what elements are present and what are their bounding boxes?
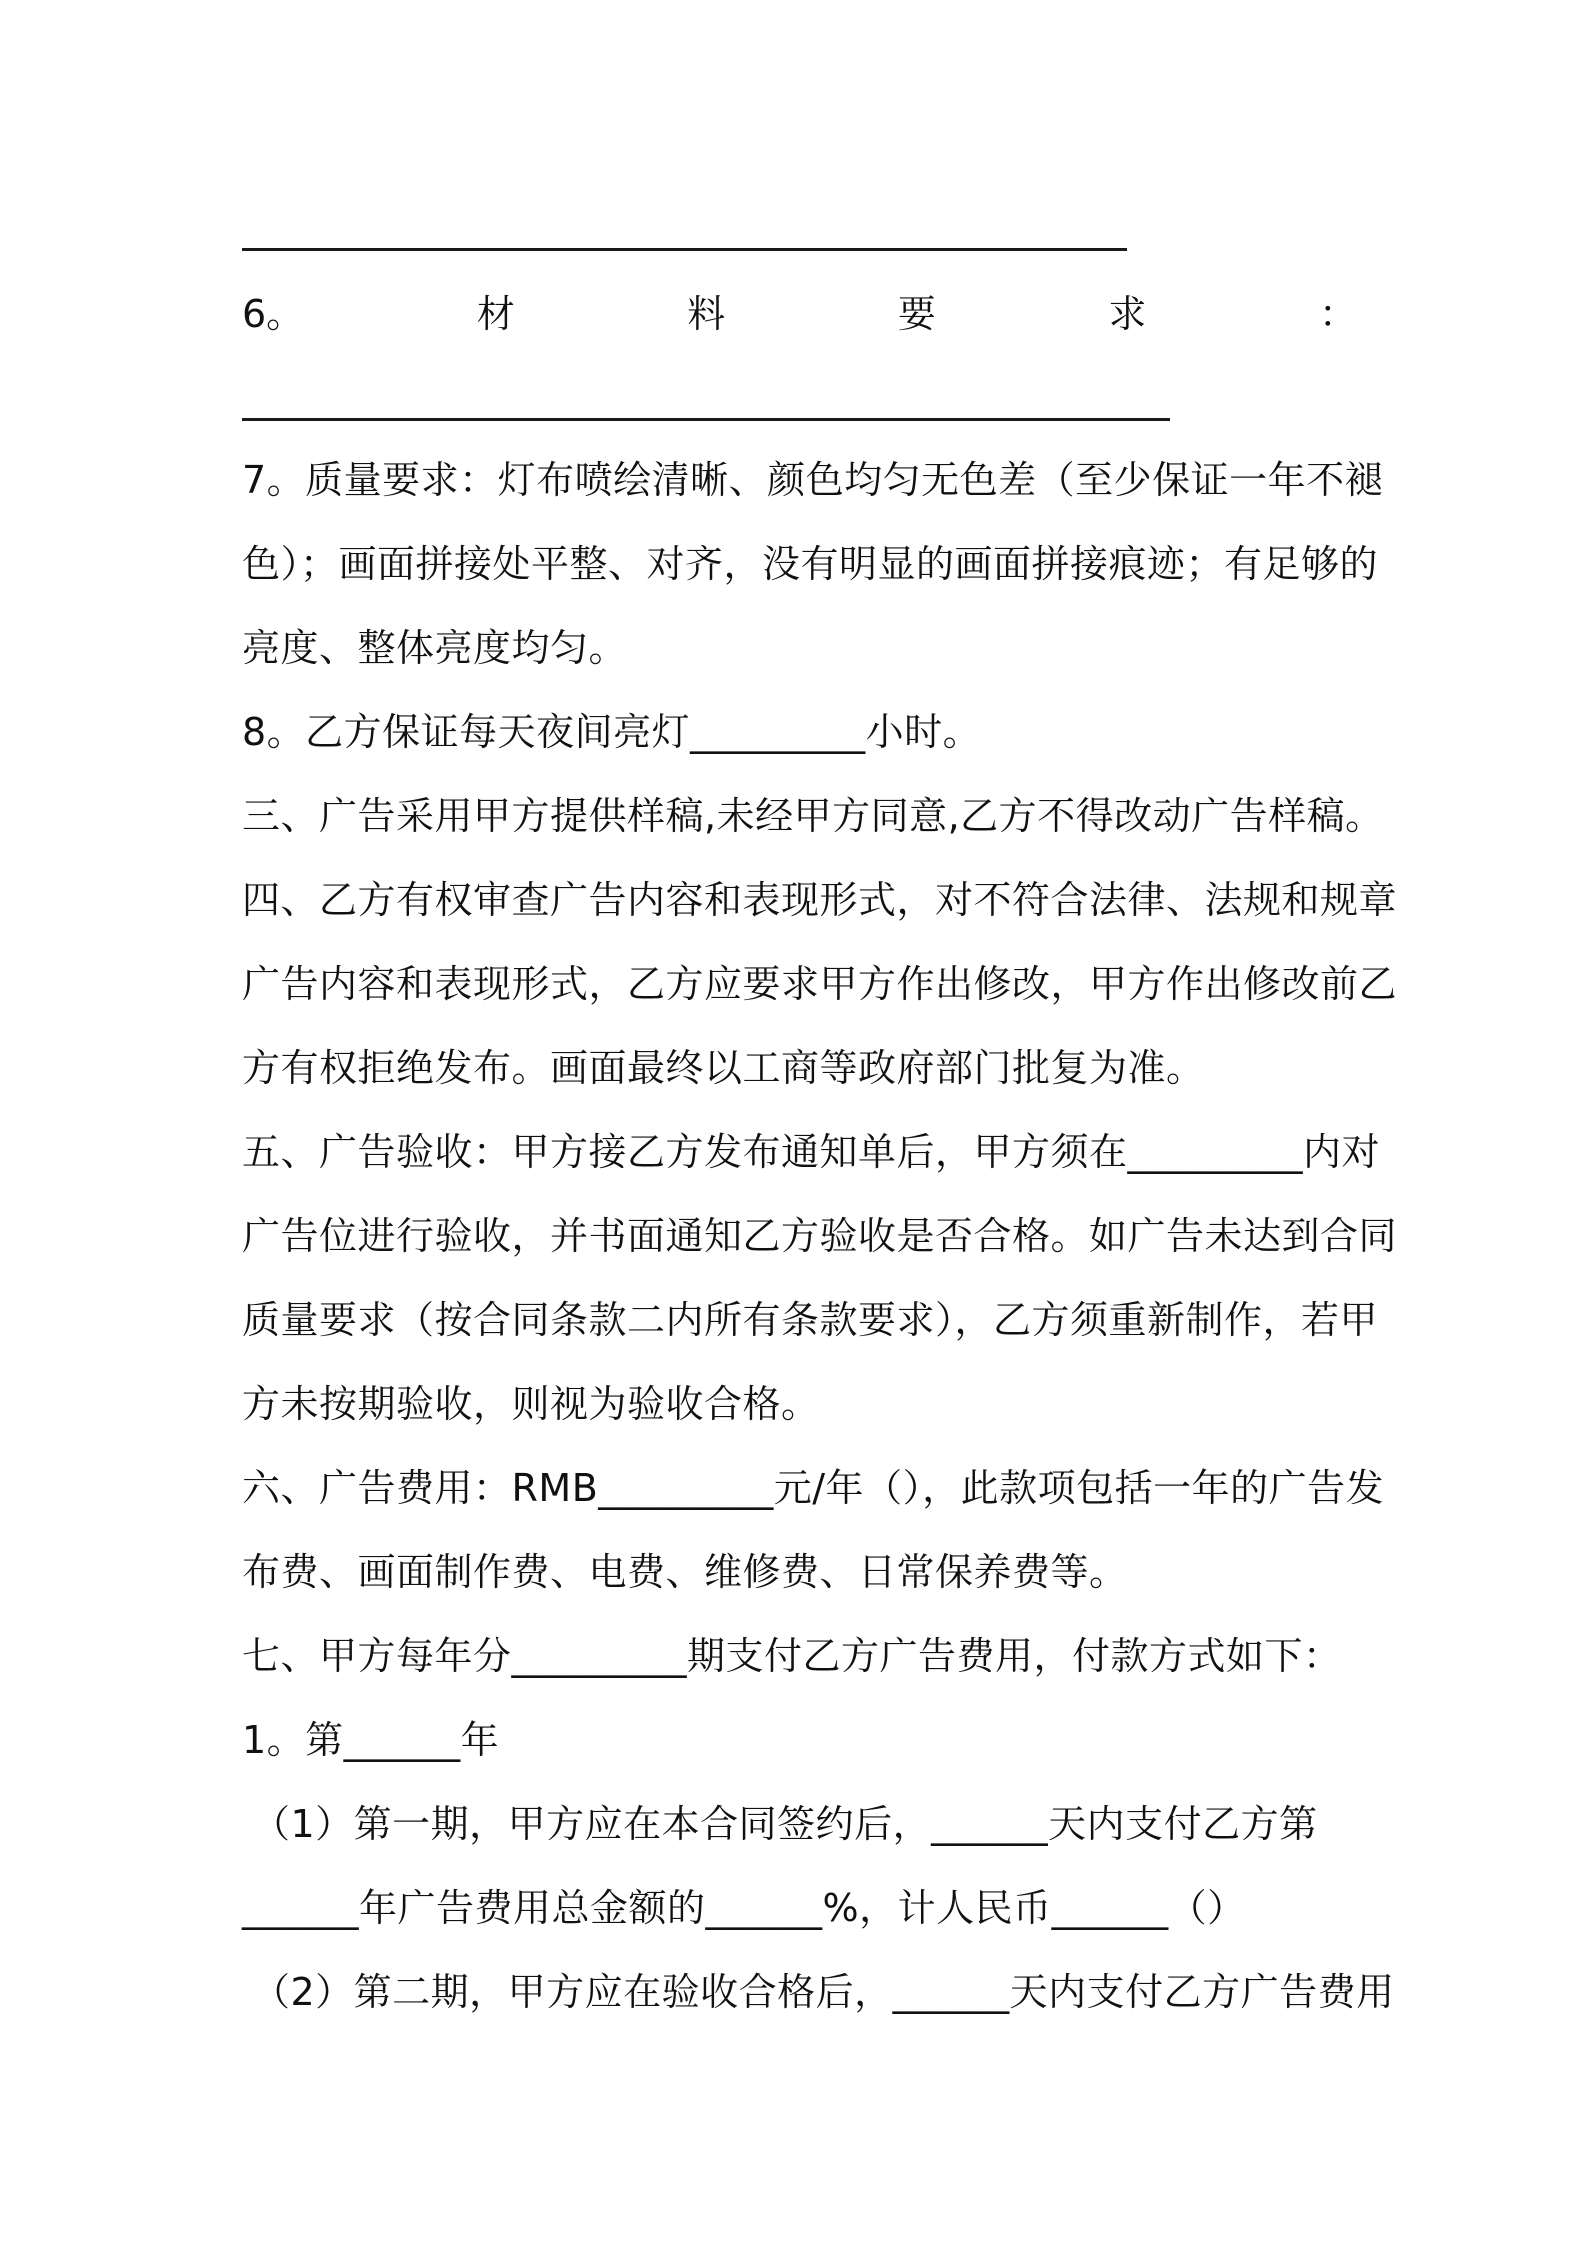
text-line: 广告位进行验收，并书面通知乙方验收是否合格。如广告未达到合同 — [242, 1214, 1398, 1258]
text-line: 方未按期验收，则视为验收合格。 — [242, 1382, 820, 1426]
text-line: ______年广告费用总金额的______%，计人民币______（） — [242, 1886, 1246, 1930]
text-line: 广告内容和表现形式，乙方应要求甲方作出修改，甲方作出修改前乙 — [242, 962, 1398, 1006]
text-line: 8。乙方保证每天夜间亮灯_________小时。 — [242, 710, 982, 754]
text-line: （1）第一期，甲方应在本合同签约后，______天内支付乙方第 — [252, 1802, 1318, 1846]
item-6-char: ： — [1318, 292, 1357, 336]
item-6-material-requirements — [242, 290, 1357, 338]
item-6-char: 材 — [476, 292, 515, 336]
text-line: 质量要求（按合同条款二内所有条款要求），乙方须重新制作，若甲 — [242, 1298, 1379, 1342]
text-line: 7。质量要求：灯布喷绘清晰、颜色均匀无色差（至少保证一年不褪 — [242, 458, 1384, 502]
blank-line-top — [242, 248, 1127, 251]
item-6-char: 要 — [897, 292, 936, 336]
text-line: （2）第二期，甲方应在验收合格后，______天内支付乙方广告费用 — [252, 1970, 1395, 2014]
text-line: 布费、画面制作费、电费、维修费、日常保养费等。 — [242, 1550, 1128, 1594]
text-line: 色）；画面拼接处平整、对齐，没有明显的画面拼接痕迹；有足够的 — [242, 542, 1379, 586]
blank-line-material — [242, 418, 1170, 421]
text-line: 六、广告费用：RMB_________元/年（），此款项包括一年的广告发 — [242, 1466, 1385, 1510]
text-line: 方有权拒绝发布。画面最终以工商等政府部门批复为准。 — [242, 1046, 1205, 1090]
item-6-char: 求 — [1108, 292, 1147, 336]
text-line: 七、甲方每年分_________期支付乙方广告费用，付款方式如下： — [242, 1634, 1342, 1678]
item-6-char: 料 — [687, 292, 726, 336]
text-line: 四、乙方有权审查广告内容和表现形式，对不符合法律、法规和规章 — [242, 878, 1398, 922]
text-line: 五、广告验收：甲方接乙方发布通知单后，甲方须在_________内对 — [242, 1130, 1381, 1174]
text-line: 三、广告采用甲方提供样稿,未经甲方同意,乙方不得改动广告样稿。 — [242, 794, 1384, 838]
item-6-number: 6。 — [242, 292, 305, 336]
text-line: 亮度、整体亮度均匀。 — [242, 626, 628, 670]
text-line: 1。第______年 — [242, 1718, 500, 1762]
